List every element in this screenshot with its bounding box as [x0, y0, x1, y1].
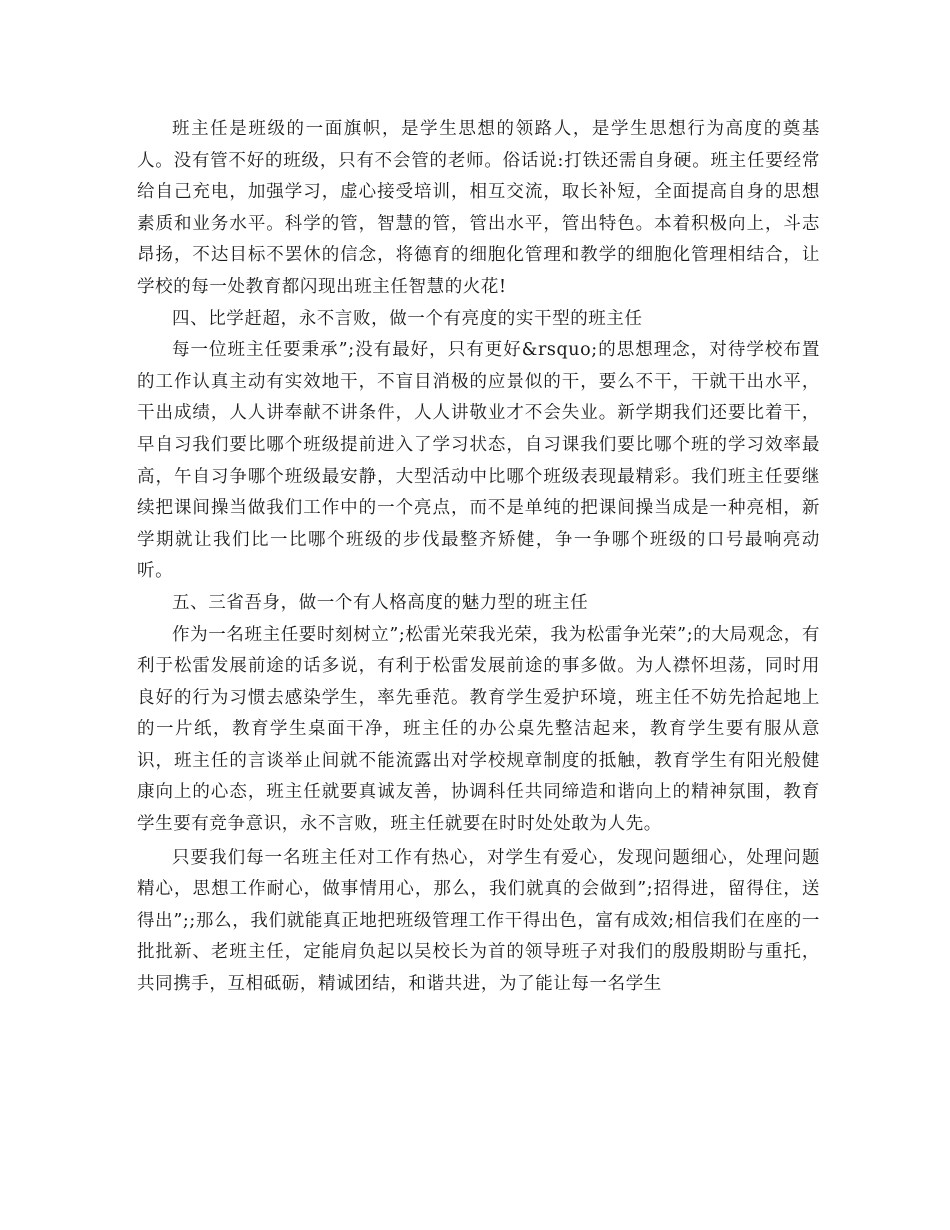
section-heading-four: 四、比学赶超，永不言败，做一个有亮度的实干型的班主任	[172, 308, 643, 329]
body-paragraph: 每一位班主任要秉承”;没有最好，只有更好&rsquo;的思想理念，对待学校布置的工作认真主动有实效地干，不盲目消极的应景似的干，要么不干，干就干出水平，干出成绩，人人讲奉献不讲条件，人人讲敬业才不会失业。新学期我们还要比着干，早自习我们要比哪个班级提前进入了学习状态，自习课我们要比哪个班的学习效率最高，午自习争哪个班级最安静，大型活动中比哪个班级表现最精彩。我们班主任要继续把课间操当做我们工作中的一个亮点，而不是单纯的把课间操当成是一种亮相，新学期就让我们比一比哪个班级的步伐最整齐矫健，争一争哪个班级的口号最响亮动听。	[137, 340, 820, 582]
body-paragraph: 作为一名班主任要时刻树立”;松雷光荣我光荣，我为松雷争光荣”;的大局观念，有利于松雷发展前途的话多说，有利于松雷发展前途的事多做。为人襟怀坦荡，同时用良好的行为习惯去感染学生，率先垂范。教育学生爱护环境，班主任不妨先拾起地上的一片纸，教育学生桌面干净，班主任的办公桌先整洁起来，教育学生要有服从意识，班主任的言谈举止间就不能流露出对学校规章制度的抵触，教育学生有阳光般健康向上的心态，班主任就要真诚友善，协调科任共同缔造和谐向上的精神氛围，教育学生要有竞争意识，永不言败，班主任就要在时时处处敢为人先。	[137, 624, 820, 835]
section-heading-five: 五、三省吾身，做一个有人格高度的魅力型的班主任	[172, 592, 589, 613]
body-paragraph: 只要我们每一名班主任对工作有热心，对学生有爱心，发现问题细心，处理问题精心，思想工作耐心，做事情用心，那么，我们就真的会做到”;招得进，留得住，送得出”;;那么，我们就能真正地把班级管理工作干得出色，富有成效;相信我们在座的一批批新、老班主任，定能肩负起以吴校长为首的领导班子对我们的殷殷期盼与重托，共同携手，互相砥砺，精诚团结，和谐共进，为了能让每一名学生	[137, 847, 820, 995]
body-paragraph: 班主任是班级的一面旗帜，是学生思想的领路人，是学生思想行为高度的奠基人。没有管不好的班级，只有不会管的老师。俗话说:打铁还需自身硬。班主任要经常给自己充电，加强学习，虚心接受培训，相互交流，取长补短，全面提高自身的思想素质和业务水平。科学的管，智慧的管，管出水平，管出特色。本着积极向上，斗志昂扬，不达目标不罢休的信念，将德育的细胞化管理和教学的细胞化管理相结合，让学校的每一处教育都闪现出班主任智慧的火花!	[137, 119, 820, 297]
document-body	[137, 114, 820, 1001]
